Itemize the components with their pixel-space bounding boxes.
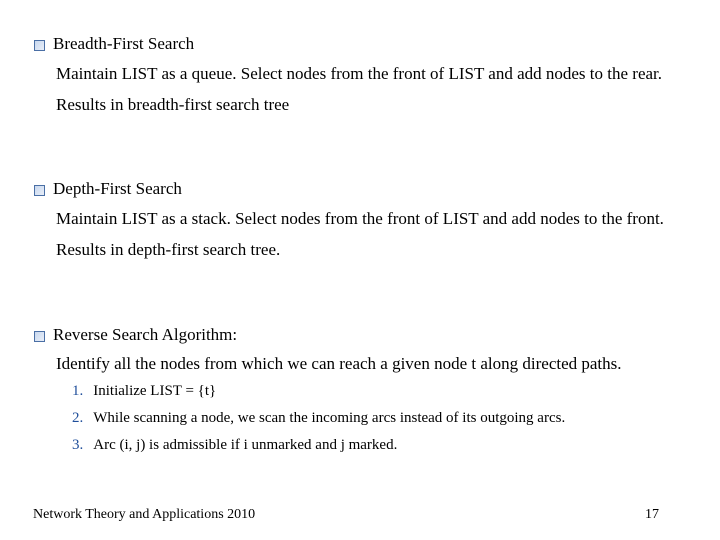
dfs-heading-text: Depth-First Search [53,179,182,198]
rsa-heading [34,324,694,346]
checkbox-bullet-icon [34,40,45,51]
rsa-line1: Identify all the nodes from which we can reach a given node t along directed paths. [56,354,622,373]
step-number: 3. [72,437,84,453]
rsa-steps-list [34,378,694,459]
checkbox-bullet-icon [34,331,45,342]
bfs-heading [34,33,694,55]
list-item [72,432,694,459]
rsa-section [34,324,694,459]
dfs-line1: Maintain LIST as a stack. Select nodes from the front of LIST and add nodes to the front. [56,209,664,228]
bfs-line1: Maintain LIST as a queue. Select nodes from the front of LIST and add nodes to the rear. [56,64,663,83]
dfs-section [34,178,694,262]
list-item [72,405,694,432]
checkbox-bullet-icon [34,185,45,196]
list-item [72,378,694,405]
step-text: Arc (i, j) is admissible if i unmarked and j marked. [93,437,398,453]
rsa-heading-text: Reverse Search Algorithm: [53,325,238,344]
bfs-heading-text: Breadth-First Search [53,34,195,53]
step-number: 1. [72,383,84,399]
step-text: While scanning a node, we scan the incoming arcs instead of its outgoing arcs. [93,410,566,426]
footer-title: Network Theory and Applications 2010 [33,507,256,522]
page-number: 17 [645,507,659,522]
bfs-line2: Results in breadth-first search tree [56,95,290,114]
dfs-heading [34,178,694,200]
step-number: 2. [72,410,84,426]
dfs-line2: Results in depth-first search tree. [56,240,281,259]
step-text: Initialize LIST = {t} [93,383,217,399]
bfs-section [34,33,694,117]
